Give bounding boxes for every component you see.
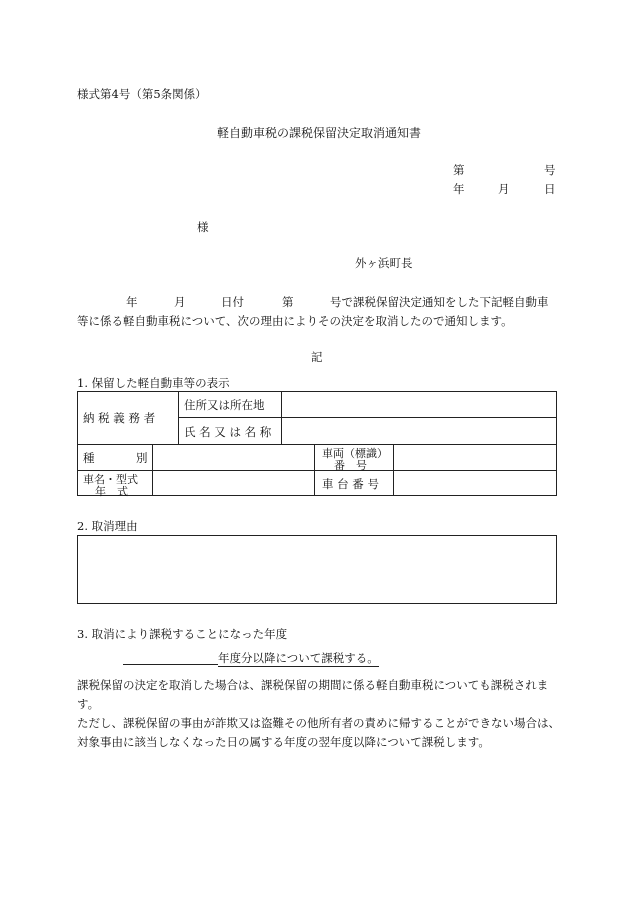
addressee-suffix: 様 (197, 220, 209, 234)
intro-nen: 年 (126, 295, 138, 309)
type-label-a: 種 (83, 451, 95, 465)
section2-heading: 2. 取消理由 (77, 519, 138, 533)
doc-no-go: 号 (544, 163, 556, 177)
section3-heading: 3. 取消により課税することになった年度 (77, 627, 288, 641)
vehicle-no-label-1: 車両（標識） (322, 447, 388, 460)
chassis-label: 車 台 番 号 (322, 477, 379, 491)
intro-line1: 号で課税保留決定通知をした下記軽自動車 (330, 295, 549, 309)
model-label-1: 車名・型式 (83, 473, 138, 486)
type-label-b: 別 (136, 451, 148, 465)
ki-label: 記 (311, 350, 323, 364)
document-title: 軽自動車税の課税保留決定取消通知書 (217, 126, 422, 140)
intro-line2: 等に係る軽自動車税について、次の理由によりその決定を取消したので通知します。 (77, 314, 513, 328)
note-1: 課税保留の決定を取消した場合は、課税保留の期間に係る軽自動車税についても課税されます。 (77, 678, 549, 711)
doc-date-day: 日 (544, 182, 556, 196)
name-label: 氏 名 又 は 名 称 (184, 425, 272, 439)
doc-date-month: 月 (498, 182, 510, 196)
section1-heading: 1. 保留した軽自動車等の表示 (77, 376, 230, 390)
intro-gatsu: 月 (174, 295, 186, 309)
doc-no-dai: 第 (453, 163, 465, 177)
reason-box (77, 535, 557, 604)
taxpayer-label: 納 税 義 務 者 (83, 411, 156, 425)
intro-hizuke: 日付 (221, 295, 244, 309)
section3-line: 年度分以降について課税する。 (218, 651, 379, 665)
issuer: 外ヶ浜町長 (355, 256, 413, 270)
year-blank-underline (123, 664, 218, 665)
doc-date-year: 年 (453, 182, 465, 196)
form-number: 様式第4号（第5条関係） (77, 87, 207, 101)
address-label: 住所又は所在地 (184, 398, 265, 412)
note-2: ただし、課税保留の事由が詐欺又は盗難その他所有者の責めに帰することができない場合は、対象事由に該当しなくなった日の属する年度の翌年度以降について課税します。 (77, 716, 560, 749)
vehicle-no-label-2: 番 号 (334, 459, 367, 472)
intro-dai: 第 (282, 295, 294, 309)
model-label-2: 年 式 (95, 485, 128, 498)
